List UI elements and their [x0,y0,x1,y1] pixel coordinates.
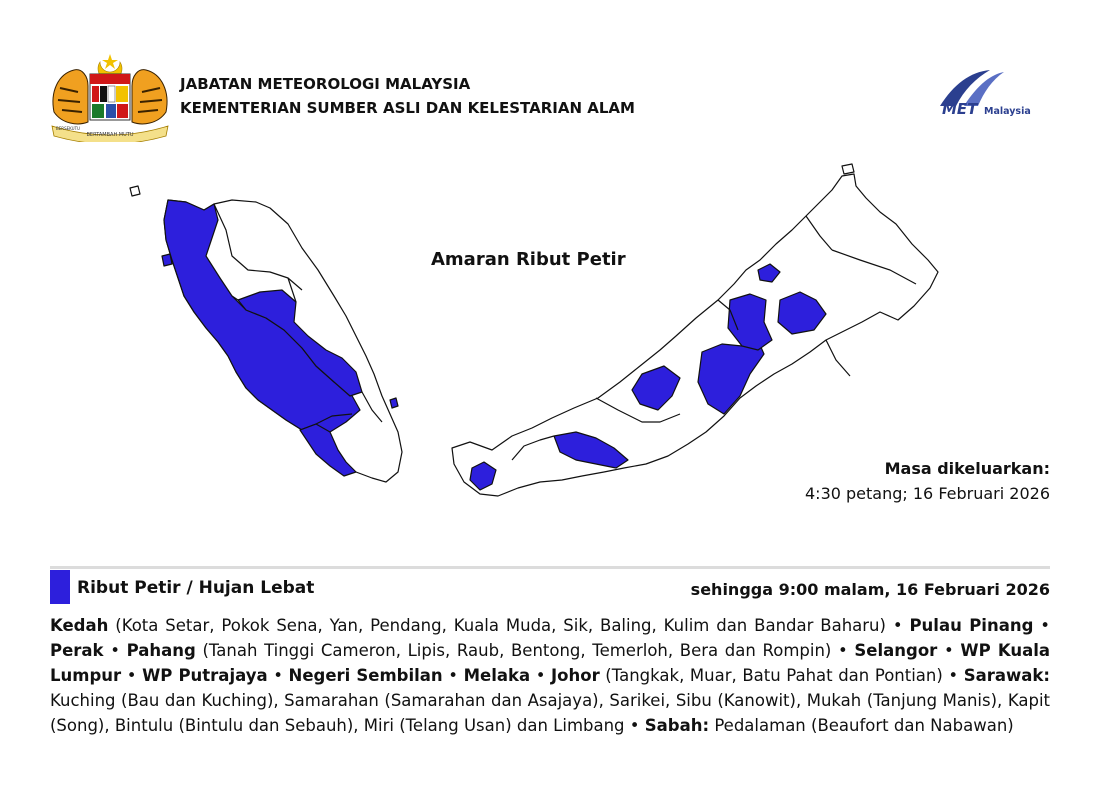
area-name: Sarawak: [963,666,1050,685]
area-name: WP Kuala Lumpur [50,641,1050,685]
sarawak-sabah [452,174,938,496]
area-detail: (Tanah Tinggi Cameron, Lipis, Raub, Bentong, Temerloh, Bera dan Rompin) • [195,641,855,660]
area-detail: • [267,666,289,685]
area-name: Pulau Pinang [909,616,1034,635]
area-detail: • [442,666,464,685]
area-name: WP Putrajaya [142,666,268,685]
area-detail: • [530,666,552,685]
divider [50,566,1050,569]
svg-text:BERSEKUTU: BERSEKUTU [56,126,80,131]
area-name: Selangor [854,641,938,660]
legend-swatch [50,570,70,604]
issued-value: 4:30 petang; 16 Februari 2026 [805,484,1050,503]
affected-areas-text [50,613,1050,738]
area-detail: • [937,641,961,660]
area-detail: (Kota Setar, Pokok Sena, Yan, Pendang, Kuala Muda, Sik, Baling, Kulim dan Bandar Baharu) • [108,616,910,635]
svg-text:MET: MET [942,100,978,118]
issued-label: Masa dikeluarkan: [884,459,1050,478]
coat-of-arms-icon [48,52,172,142]
area-name: Johor [551,666,600,685]
agency-name: JABATAN METEOROLOGI MALAYSIA [180,75,471,93]
area-name: Sabah: [644,716,710,735]
area-name: Negeri Sembilan [288,666,443,685]
svg-text:Malaysia: Malaysia [984,106,1031,117]
area-detail: • [121,666,143,685]
ministry-name: KEMENTERIAN SUMBER ASLI DAN KELESTARIAN ALAM [180,99,635,117]
area-name: Pahang [126,641,196,660]
issued-time [805,456,1050,506]
area-name: Melaka [463,666,531,685]
area-detail: (Tangkak, Muar, Batu Pahat dan Pontian) • [599,666,964,685]
legend-label: Ribut Petir / Hujan Lebat [77,578,315,598]
valid-until: sehingga 9:00 malam, 16 Februari 2026 [690,580,1050,599]
area-detail: Kuching (Bau dan Kuching), Samarahan (Samarahan dan Asajaya), Sarikei, Sibu (Kanowit), Mukah (Tanjung Manis), Kapit (Song), Bintulu (Bintulu dan Sebauh), Miri (Telang Usan) dan Limbang • [50,691,1050,735]
svg-text:BERTAMBAH MUTU: BERTAMBAH MUTU [86,132,134,138]
area-detail: Pedalaman (Beaufort dan Nabawan) [709,716,1014,735]
area-detail: • [1033,616,1051,635]
met-malaysia-logo [934,66,1054,122]
map-title: Amaran Ribut Petir [431,249,626,270]
area-name: Kedah [50,616,109,635]
agency-header [180,72,635,120]
area-name: Perak [50,641,104,660]
area-detail: • [103,641,127,660]
